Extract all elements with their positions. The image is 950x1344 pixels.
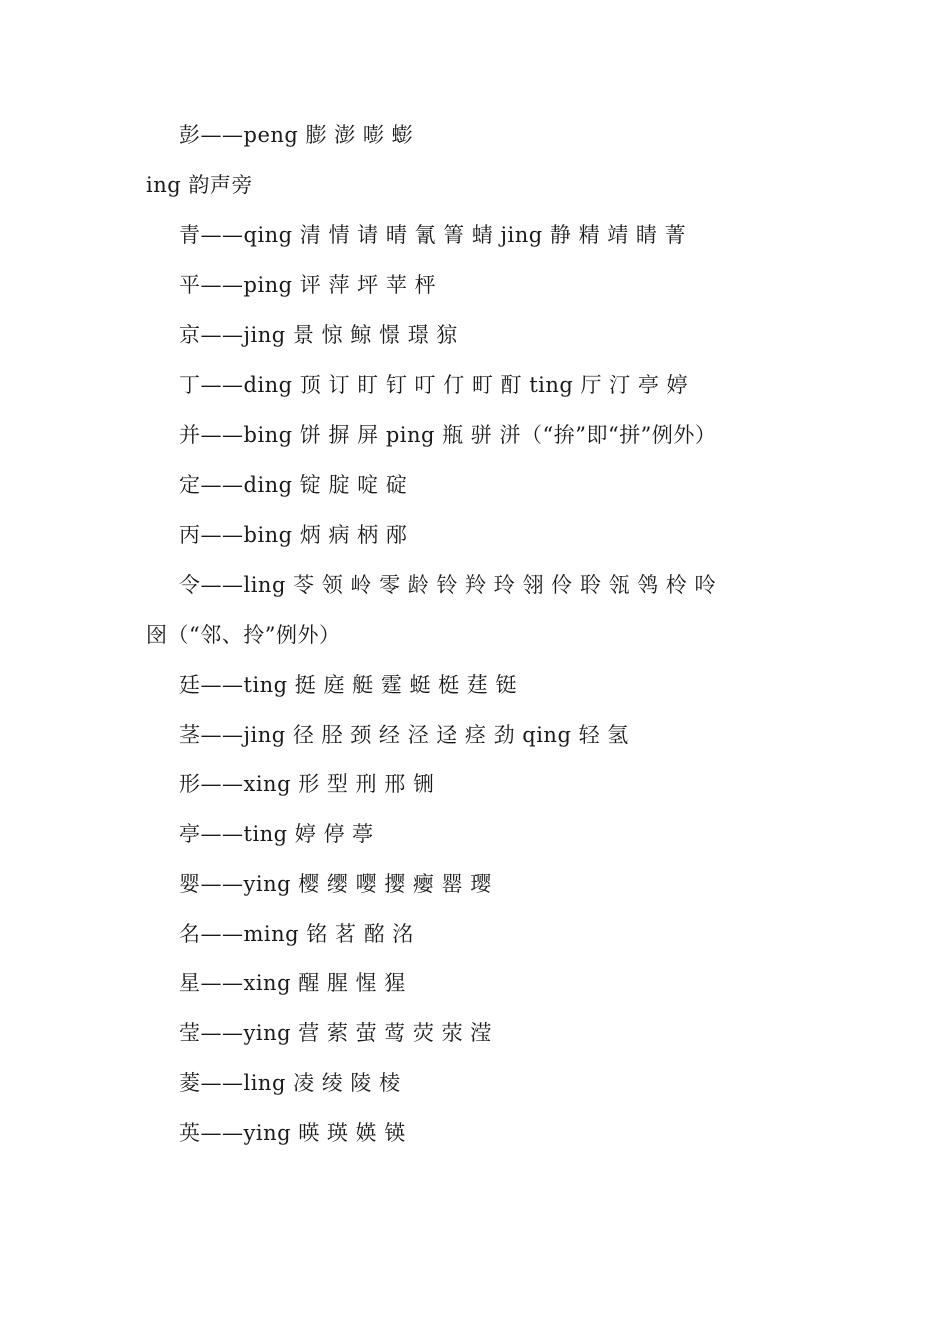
text-line-ying-2: 莹——ying 营 萦 萤 莺 荧 荥 滢 [179,1021,492,1045]
section-heading-ing: ing 韵声旁 [146,173,253,197]
text-line-ying: 婴——ying 樱 缨 嘤 撄 瘿 罂 璎 [179,872,492,896]
text-line-ling-continued: 囹（“邻、拎”例外） [146,623,341,647]
text-line-jing: 京——jing 景 惊 鲸 憬 璟 猄 [179,323,458,347]
text-line-xing: 形——xing 形 型 刑 邢 铏 [179,772,435,796]
text-line-jing-2: 茎——jing 径 胫 颈 经 泾 迳 痉 劲 qing 轻 氢 [179,723,629,747]
text-line-qing: 青——qing 清 情 请 晴 氰 箐 蜻 jing 静 精 靖 睛 菁 [179,223,687,247]
text-line-ping: 平——ping 评 萍 坪 苹 枰 [179,273,437,297]
text-line-bing-2: 丙——bing 炳 病 柄 邴 [179,523,408,547]
text-line-ding-2: 定——ding 锭 腚 啶 碇 [179,473,408,497]
text-line-ting: 廷——ting 挺 庭 艇 霆 蜓 梃 莛 铤 [179,673,518,697]
text-line-ding: 丁——ding 顶 订 盯 钉 叮 仃 町 酊 ting 厅 汀 亭 婷 [179,373,689,397]
text-line-xing-2: 星——xing 醒 腥 惺 猩 [179,971,406,995]
text-line-peng: 彭——peng 膨 澎 嘭 蟛 [179,123,414,147]
text-line-ling: 令——ling 苓 领 岭 零 龄 铃 羚 玲 翎 伶 聆 瓴 鸰 柃 呤 [179,573,717,597]
text-line-bing: 并——bing 饼 摒 屏 ping 瓶 骈 洴（“拚”即“拼”例外） [179,423,717,447]
text-line-ming: 名——ming 铭 茗 酩 洺 [179,922,414,946]
text-line-ting-2: 亭——ting 婷 停 葶 [179,822,374,846]
text-line-ling-2: 菱——ling 凌 绫 陵 棱 [179,1071,401,1095]
text-line-ying-3: 英——ying 暎 瑛 媖 锳 [179,1121,406,1145]
